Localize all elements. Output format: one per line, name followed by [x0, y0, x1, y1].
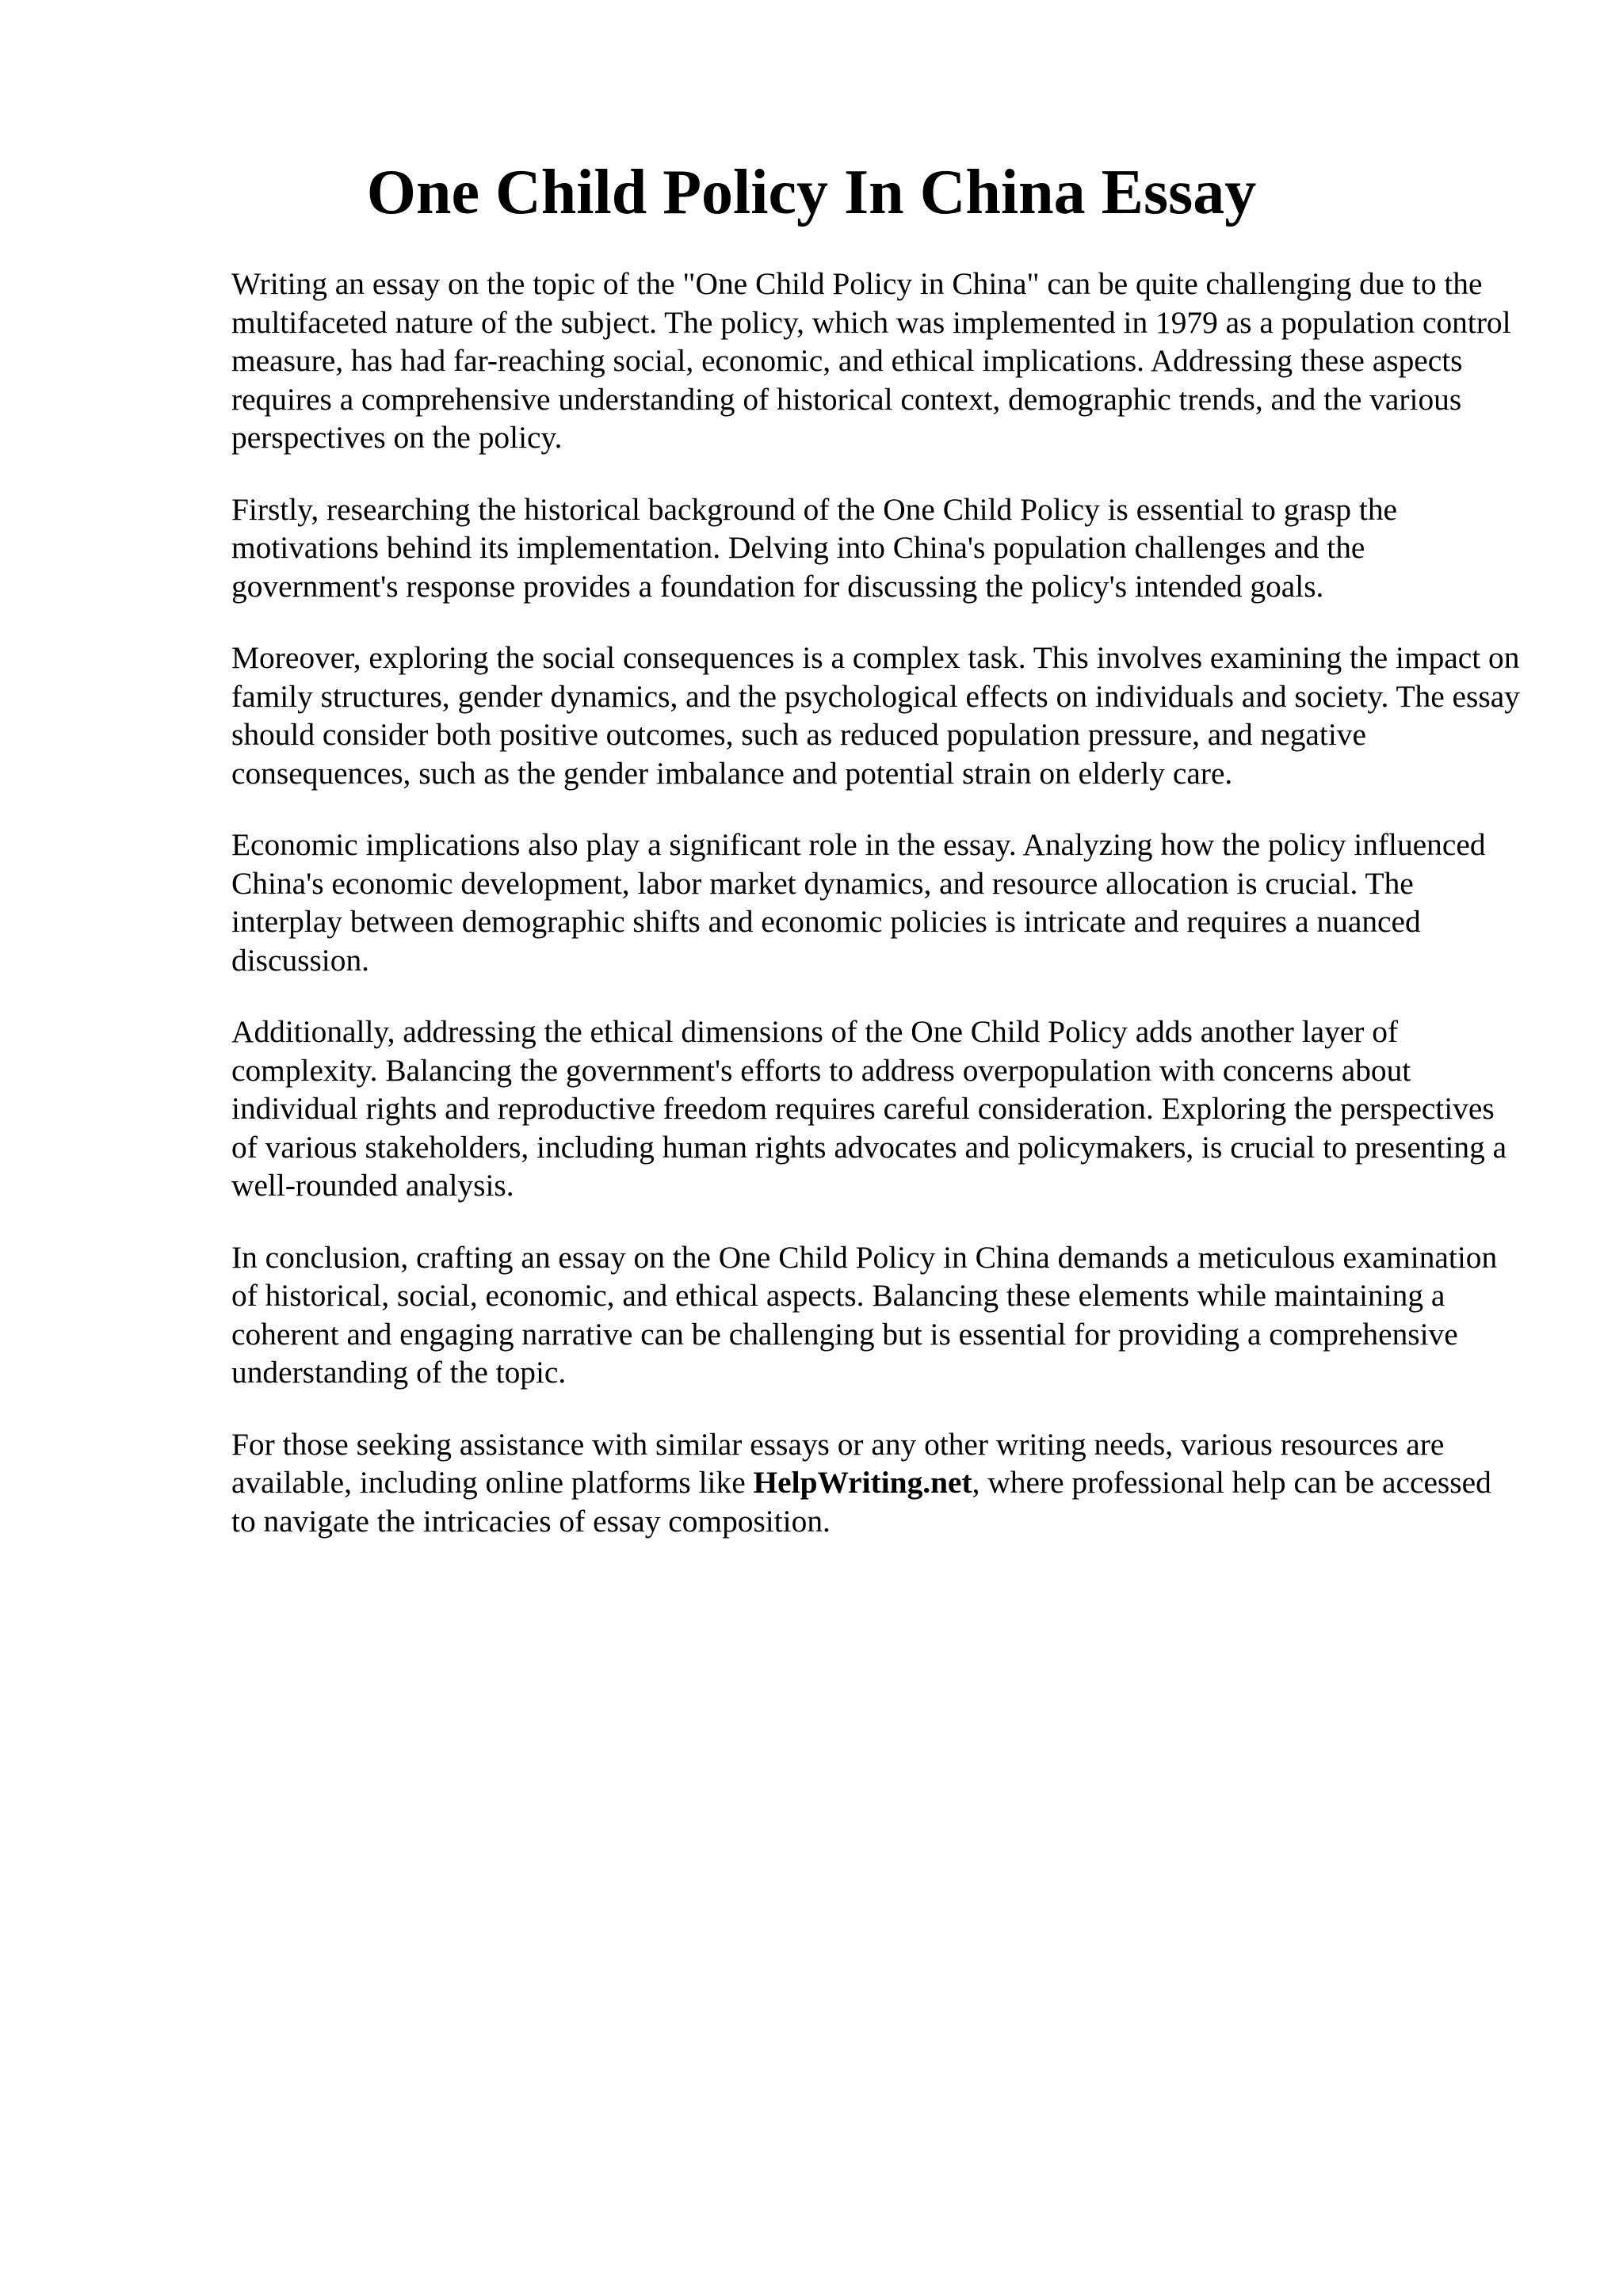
helpwriting-brand-link[interactable]: HelpWriting.net: [753, 1465, 972, 1500]
closing-text-before: For those seeking assistance with similar essays or any other writing needs, various resources are available, including online platforms like: [231, 1426, 1445, 1500]
document-title: One Child Policy In China Essay: [366, 158, 1257, 227]
paragraph-intro: Writing an essay on the topic of the "One Child Policy in China" can be quite challenging due to the multifaceted nature of the subject. The policy, which was implemented in 1979 as a population control measure, has had far-reaching social, economic, and ethical implications. Addressing these aspects requires a comprehensive understanding of historical context, demographic trends, and the various perspectives on the policy.: [231, 266, 1511, 455]
paragraph-conclusion: In conclusion, crafting an essay on the One Child Policy in China demands a meticulous examination of historical, social, economic, and ethical aspects. Balancing these elements while maintaining a coherent and engaging narrative can be challenging but is essential for providing a comprehensive understanding of the topic.: [231, 1239, 1498, 1390]
closing-text-after: , where professional help can be accessed to navigate the intricacies of essay composition.: [231, 1465, 1491, 1539]
paragraph-economic: Economic implications also play a significant role in the essay. Analyzing how the policy influenced China's economic development, labor market dynamics, and resource allocation is crucial. The interplay between demographic shifts and economic policies is intricate and requires a nuanced discussion.: [231, 827, 1486, 978]
paragraph-ethical: Additionally, addressing the ethical dimensions of the One Child Policy adds another layer of complexity. Balancing the government's efforts to address overpopulation with concerns about individual rights and reproductive freedom requires careful consideration. Exploring the perspectives of various stakeholders, including human rights advocates and policymakers, is crucial to presenting a well-rounded analysis.: [231, 1014, 1507, 1203]
paragraph-social: Moreover, exploring the social consequences is a complex task. This involves examining the impact on family structures, gender dynamics, and the psychological effects on individuals and society. The essay should consider both positive outcomes, such as reduced population pressure, and negative consequences, such as the gender imbalance and potential strain on elderly care.: [231, 640, 1520, 791]
document-body: [231, 265, 1523, 1573]
paragraph-historical: Firstly, researching the historical background of the One Child Policy is essential to grasp the motivations behind its implementation. Delving into China's population challenges and the government's response provides a foundation for discussing the policy's intended goals.: [231, 491, 1397, 604]
paragraph-closing: [231, 1425, 1523, 1541]
